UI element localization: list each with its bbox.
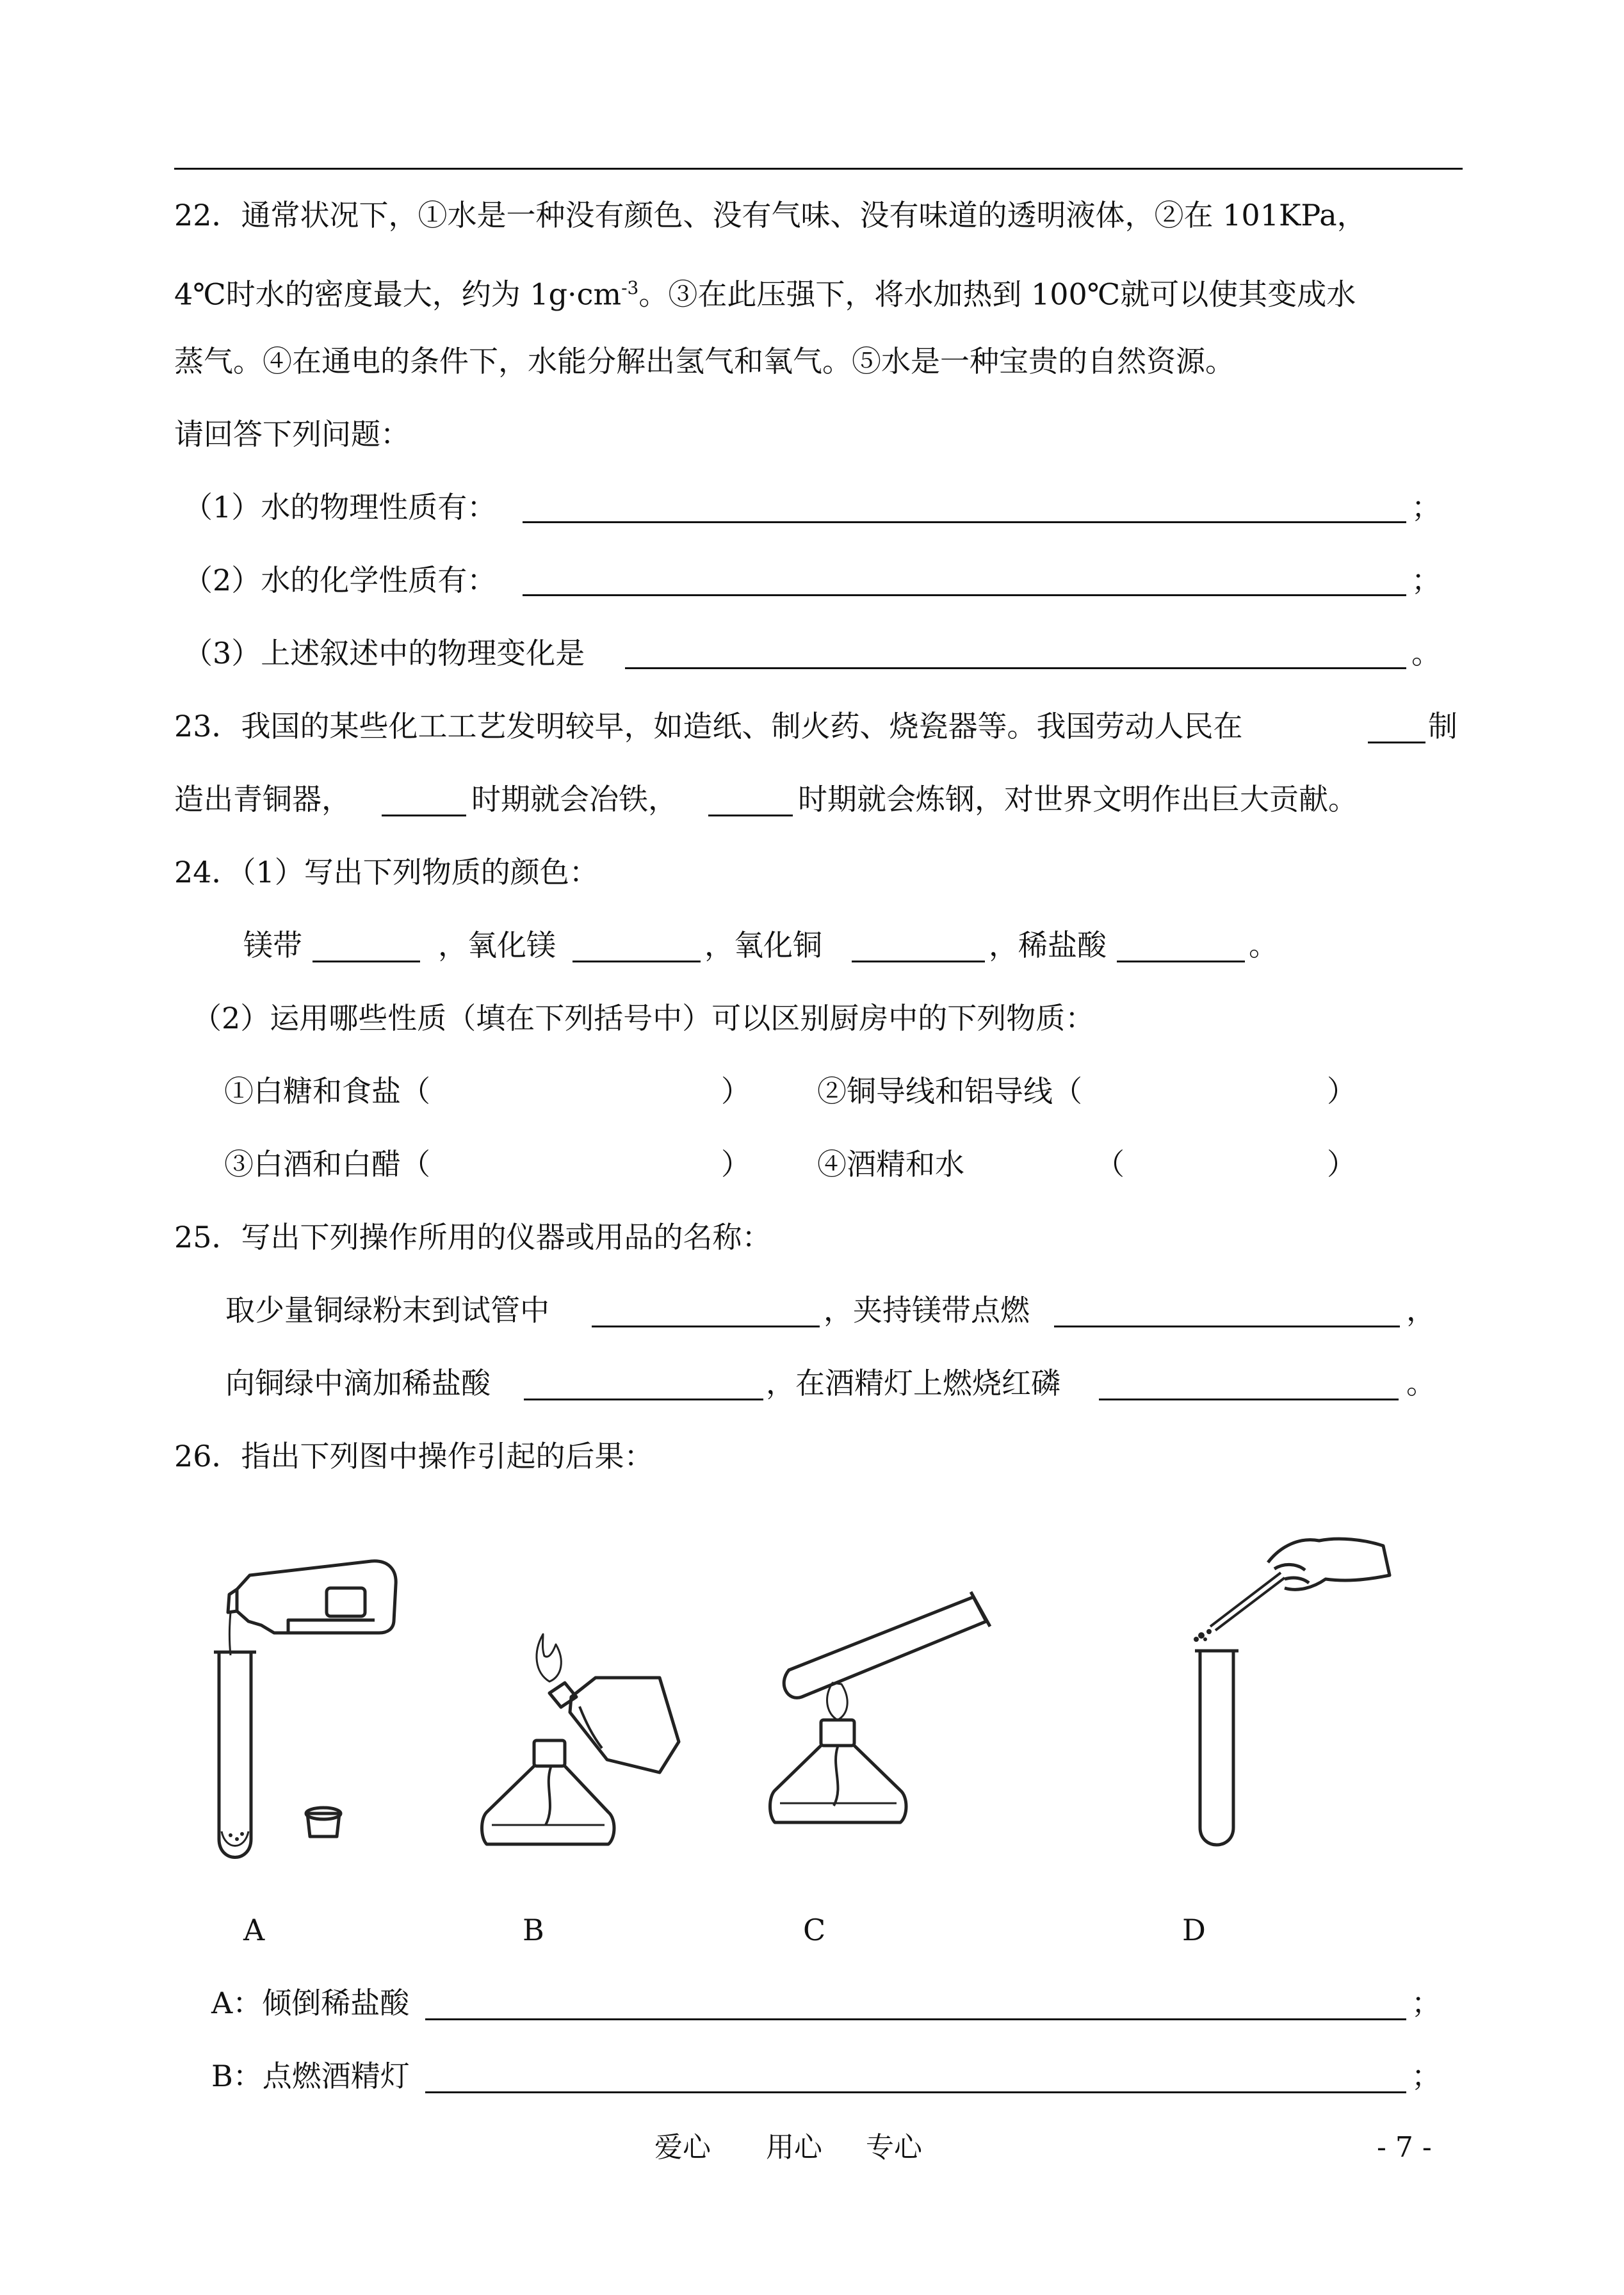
q22-sub2-label: （2）水的化学性质有： [183, 563, 497, 597]
q23-line2-a: 造出青铜器， [174, 782, 351, 816]
q24-pair1-close: ） [721, 1074, 751, 1108]
figure-b-lamp-to-lamp [474, 1626, 692, 1870]
q24-part1: 24．（1）写出下列物质的颜色： [174, 855, 599, 889]
q26-answer-b-end: ； [1411, 2059, 1441, 2093]
figure-a-pouring [211, 1550, 429, 1870]
q24-part2: （2）运用哪些性质（填在下列括号中）可以区别厨房中的下列物质： [192, 1001, 1095, 1035]
q26-answer-b-label: B：点燃酒精灯 [211, 2059, 410, 2093]
q26-answer-a-line[interactable] [425, 2018, 1406, 2020]
q22-sub1-label: （1）水的物理性质有： [183, 490, 497, 524]
q22-line2 [174, 269, 1356, 313]
q25-item3: 向铜绿中滴加稀盐酸 [225, 1366, 491, 1400]
q25-blank3[interactable] [524, 1399, 763, 1400]
figure-label-a: A [243, 1913, 265, 1947]
q25-item4-end: 。 [1406, 1366, 1436, 1400]
q24-pair4: ④酒精和水 [817, 1147, 964, 1181]
q24-color-cuo: ，氧化铜 [704, 928, 822, 962]
q22-line1: 22．通常状况下，①水是一种没有颜色、没有气味、没有味道的透明液体，②在 101KPa， [174, 198, 1367, 232]
q24-pair4-open: （ [1095, 1147, 1125, 1181]
footer-motto-love: 爱心 [654, 2131, 711, 2164]
q25-item1: 取少量铜绿粉末到试管中 [225, 1293, 549, 1327]
q23-line2-b: 时期就会冶铁， [471, 782, 678, 816]
q22-sub1-answer-line[interactable] [523, 521, 1406, 523]
q24-pair2: ②铜导线和铝导线（ [817, 1074, 1082, 1108]
q25-item2: ，夹持镁带点燃 [824, 1293, 1030, 1327]
q24-blank-magnesium[interactable] [313, 961, 420, 962]
q22-sub1-end: ； [1411, 490, 1441, 524]
q24-color-mgo: ，氧化镁 [438, 928, 556, 962]
q24-blank-cuo[interactable] [852, 961, 985, 962]
q22-sub3-answer-line[interactable] [625, 667, 1406, 669]
footer-motto-care: 用心 [766, 2131, 822, 2164]
header-rule [174, 168, 1463, 170]
q25-item2-end: ， [1406, 1293, 1436, 1327]
q25-blank4[interactable] [1099, 1399, 1399, 1400]
page-number: - 7 - [1377, 2131, 1432, 2164]
figure-label-d: D [1182, 1913, 1206, 1947]
q26-answer-a-label: A：倾倒稀盐酸 [211, 1986, 410, 2020]
q22-sub3-label: （3）上述叙述中的物理变化是 [183, 636, 585, 670]
q22-sub3-end: 。 [1411, 636, 1441, 670]
q25-blank2[interactable] [1054, 1326, 1400, 1327]
q26-title: 26．指出下列图中操作引起的后果： [174, 1439, 654, 1473]
q22-superscript: -3 [621, 277, 639, 298]
q23-blank-iron[interactable] [382, 815, 466, 816]
q24-pair2-close: ） [1327, 1074, 1356, 1108]
q24-blank-hcl[interactable] [1117, 961, 1245, 962]
q25-blank1[interactable] [592, 1326, 820, 1327]
q24-pair3-close: ） [721, 1147, 751, 1181]
q24-color-end: 。 [1249, 928, 1278, 962]
q24-color-hcl: ，稀盐酸 [989, 928, 1107, 962]
q22-line2-a: 4℃时水的密度最大，约为 1g·cm [174, 277, 622, 312]
q24-pair3: ③白酒和白醋（ [224, 1147, 430, 1181]
q24-pair1: ①白糖和食盐（ [224, 1074, 430, 1108]
q23-line1-end: 制 [1428, 709, 1458, 743]
figure-d-adding-solid [1172, 1518, 1409, 1851]
q22-line3: 蒸气。④在通电的条件下，水能分解出氢气和氧气。⑤水是一种宝贵的自然资源。 [174, 344, 1235, 378]
q23-blank-bronze[interactable] [1368, 742, 1425, 743]
q22-line2-b: 。③在此压强下，将水加热到 100℃就可以使其变成水 [638, 277, 1356, 312]
q26-answer-a-end: ； [1411, 1986, 1441, 2020]
q24-blank-mgo[interactable] [572, 961, 701, 962]
q24-pair4-close: ） [1327, 1147, 1356, 1181]
figure-label-b: B [523, 1913, 544, 1947]
q23-blank-steel[interactable] [708, 815, 793, 816]
q23-line1: 23．我国的某些化工工艺发明较早，如造纸、制火药、烧瓷器等。我国劳动人民在 [174, 709, 1243, 743]
figure-label-c: C [803, 1913, 826, 1947]
q22-sub2-answer-line[interactable] [523, 594, 1406, 596]
figure-c-heating-tube [762, 1588, 1005, 1870]
q26-answer-b-line[interactable] [425, 2091, 1406, 2093]
q22-prompt: 请回答下列问题： [174, 417, 410, 451]
q24-color-magnesium: 镁带 [243, 928, 302, 962]
q25-item4: ，在酒精灯上燃烧红磷 [766, 1366, 1060, 1400]
q23-line2-c: 时期就会炼钢，对世界文明作出巨大贡献。 [798, 782, 1358, 816]
q25-title: 25．写出下列操作所用的仪器或用品的名称： [174, 1220, 772, 1254]
q22-sub2-end: ； [1411, 563, 1441, 597]
footer-motto-focus: 专心 [866, 2131, 922, 2164]
